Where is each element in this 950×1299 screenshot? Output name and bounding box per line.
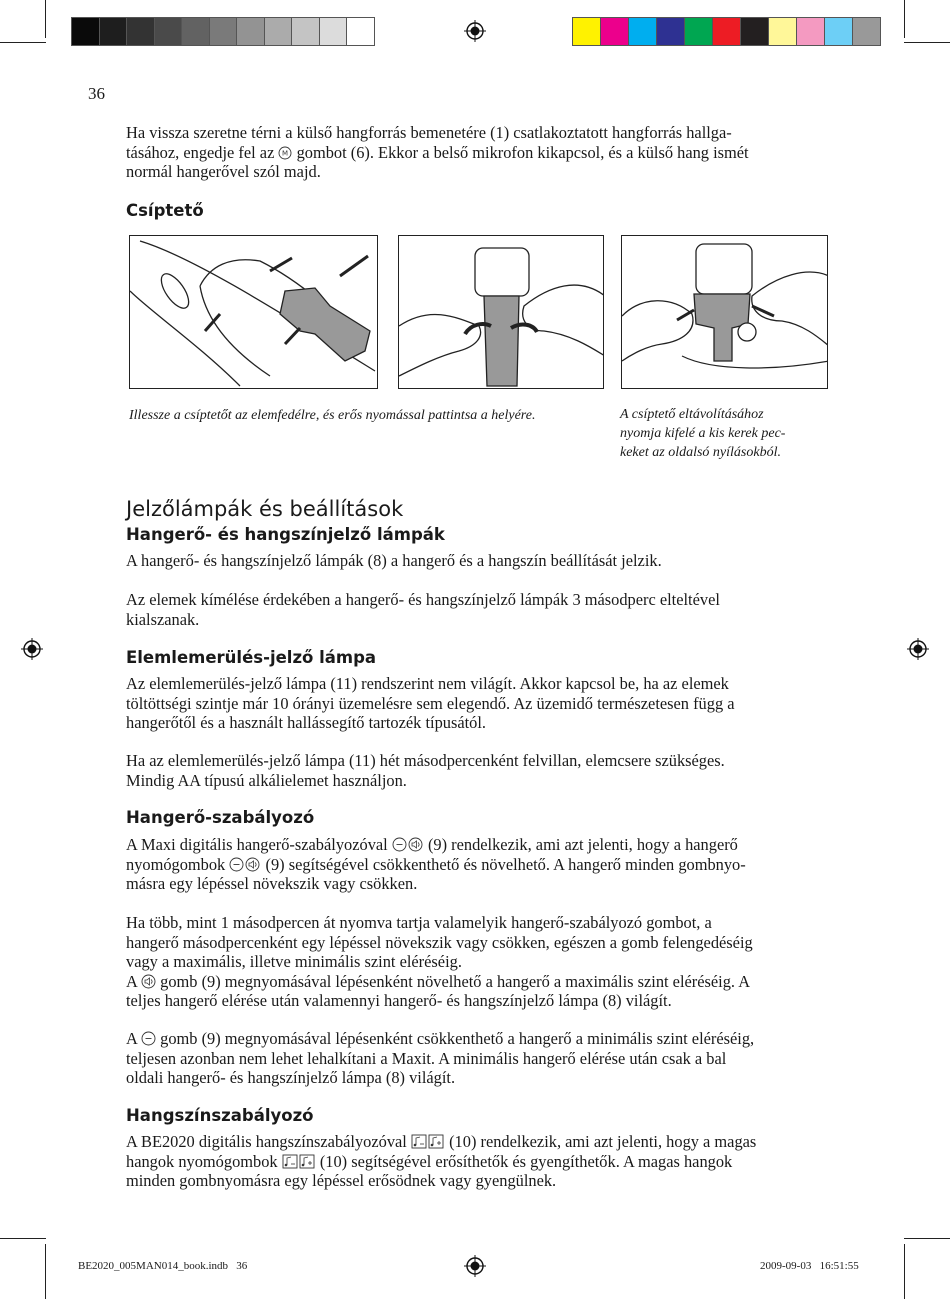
indicators-heading: Jelzőlámpák és beállítások: [126, 497, 404, 521]
clip-heading: Csíptető: [126, 201, 204, 220]
text-fragment: hangok nyomógombok: [126, 1151, 278, 1171]
calibration-swatch: [236, 17, 265, 46]
crop-mark: [904, 1238, 950, 1239]
text-fragment: gombot (6). Ekkor a belső mikrofon kikapcsol, és a külső hang ismét: [296, 142, 749, 162]
calibration-swatch: [209, 17, 238, 46]
clip-remove-illustration: [621, 235, 828, 389]
crop-mark: [904, 0, 905, 38]
text-line: teljesen azonban nem lehet lehalkítani a Maxit. A minimális hangerő elérése után csak a bal: [126, 1048, 727, 1068]
text-line: Ha vissza szeretne térni a külső hangforrás bemenetére (1) csatlakoztatott hangforrás hallga-: [126, 123, 732, 142]
text-line: [126, 855, 820, 875]
calibration-swatch: [600, 17, 629, 46]
figure-caption-attach: Illessze a csíptetőt az elemfedélre, és erős nyomással pattintsa a helyére.: [129, 408, 536, 423]
tone-buttons-icon: [411, 1134, 445, 1149]
text-line: [126, 1029, 820, 1049]
text-line: hangerő másodpercenként egy lépéssel növekszik vagy csökken, egészen a gomb felengedéséig: [126, 932, 753, 952]
calibration-swatch: [656, 17, 685, 46]
crop-mark: [904, 42, 950, 43]
text-fragment: A BE2020 digitális hangszínszabályozóval: [126, 1132, 407, 1151]
calibration-swatch: [291, 17, 320, 46]
text-fragment: tásához, engedje fel az: [126, 142, 275, 162]
text-fragment: A: [126, 1029, 137, 1048]
page-number: 36: [88, 84, 105, 103]
volume-control-paragraph-2: [126, 913, 820, 1011]
intro-paragraph: [126, 123, 820, 182]
text-line: Ha az elemlemerülés-jelző lámpa (11) hét másodpercenként felvillan, elemcsere szükséges.: [126, 751, 725, 770]
text-line: Az elemlemerülés-jelző lámpa (11) rendszerint nem világít. Akkor kapcsol be, ha az elemek: [126, 674, 729, 693]
text-line: hangerőtől és a használt hallássegítő tartozék típusától.: [126, 713, 487, 733]
text-line: [126, 835, 820, 855]
text-line: [126, 972, 820, 992]
crop-mark: [45, 1244, 46, 1299]
calibration-swatch: [740, 17, 769, 46]
volume-tone-paragraph-2: [126, 590, 820, 629]
text-line: [126, 143, 820, 163]
calibration-swatch: [684, 17, 713, 46]
battery-paragraph-2: [126, 751, 820, 790]
text-fragment: (9) segítségével csökkenthető és növelhető. A hangerő minden gombnyo-: [265, 854, 746, 874]
text-line: teljes hangerő elérése után valamennyi hangerő- és hangszínjelző lámpa (8) világít.: [126, 991, 672, 1011]
volume-control-paragraph-1: [126, 835, 820, 894]
calibration-swatch: [126, 17, 155, 46]
text-line: A hangerő- és hangszínjelző lámpák (8) a hangerő és a hangszín beállítását jelzik.: [126, 551, 662, 570]
text-line: Az elemek kímélése érdekében a hangerő- és hangszínjelző lámpák 3 másodperc elteltével: [126, 590, 720, 609]
text-line: oldali hangerő- és hangszínjelző lámpa (8) világít.: [126, 1068, 456, 1088]
calibration-swatch: [712, 17, 741, 46]
calibration-swatch: [346, 17, 375, 46]
volume-tone-heading: Hangerő- és hangszínjelző lámpák: [126, 525, 445, 544]
clip-attach-illustration: [129, 235, 378, 389]
volume-control-paragraph-3: [126, 1029, 820, 1088]
calibration-swatch: [71, 17, 100, 46]
registration-mark-icon: [21, 638, 43, 660]
text-line: minden gombnyomásra egy lépéssel erősödnek vagy gyengülnek.: [126, 1171, 557, 1191]
battery-paragraph-1: [126, 674, 820, 733]
calibration-swatch: [852, 17, 881, 46]
crop-mark: [45, 0, 46, 38]
calibration-swatch: [181, 17, 210, 46]
caption-line: A csíptető eltávolításához: [620, 407, 764, 422]
footer-timestamp: 2009-09-03 16:51:55: [760, 1260, 859, 1272]
volume-control-heading: Hangerő-szabályozó: [126, 808, 315, 827]
footer-filename: BE2020_005MAN014_book.indb 36: [78, 1260, 248, 1272]
tone-buttons-icon: [282, 1154, 316, 1169]
tone-control-heading: Hangszínszabályozó: [126, 1106, 314, 1125]
text-line: [126, 1152, 820, 1172]
caption-line: nyomja kifelé a kis kerek pec-: [620, 426, 786, 441]
text-line: Mindig AA típusú alkálielemet használjon.: [126, 770, 407, 790]
text-line: másra egy lépéssel növekszik vagy csökken.: [126, 874, 418, 894]
calibration-swatch: [768, 17, 797, 46]
clip-hold-illustration: [398, 235, 604, 389]
minus-button-icon: [141, 1031, 156, 1046]
text-line: kialszanak.: [126, 609, 200, 629]
text-line: [126, 1132, 820, 1152]
registration-mark-icon: [907, 638, 929, 660]
calibration-swatch: [824, 17, 853, 46]
calibration-swatch: [796, 17, 825, 46]
crop-mark: [904, 1244, 905, 1299]
m-button-icon: [278, 146, 292, 160]
svg-text:M: M: [282, 149, 289, 158]
text-line: töltöttségi szintje már 10 órányi üzemelésre sem elegendő. Az üzemidő természetesen függ a: [126, 693, 735, 713]
figure-caption-remove: [620, 405, 825, 462]
text-fragment: (9) rendelkezik, ami azt jelenti, hogy a hangerő: [427, 835, 738, 854]
text-fragment: A: [126, 971, 137, 991]
volume-tone-paragraph-1: [126, 551, 820, 571]
text-fragment: A Maxi digitális hangerő-szabályozóval: [126, 835, 388, 854]
registration-mark-icon: [464, 20, 486, 42]
crop-mark: [0, 42, 46, 43]
volume-buttons-icon: [229, 857, 261, 872]
text-fragment: nyomógombok: [126, 854, 226, 874]
volume-buttons-icon: [392, 837, 424, 852]
text-fragment: gomb (9) megnyomásával lépésenként növelhető a hangerő a maximális szint eléréséig. A: [160, 971, 751, 991]
calibration-swatch: [154, 17, 183, 46]
calibration-swatch: [264, 17, 293, 46]
battery-heading: Elemlemerülés-jelző lámpa: [126, 648, 377, 667]
registration-mark-icon: [464, 1255, 486, 1277]
calibration-swatch: [99, 17, 128, 46]
text-line: Ha több, mint 1 másodpercen át nyomva tartja valamelyik hangerő-szabályozó gombot, a: [126, 913, 712, 932]
text-line: normál hangerővel szól majd.: [126, 162, 321, 182]
calibration-swatch: [319, 17, 348, 46]
speaker-plus-button-icon: [141, 974, 156, 989]
text-line: vagy a maximális, illetve minimális szint eléréséig.: [126, 952, 462, 972]
text-fragment: gomb (9) megnyomásával lépésenként csökkenthető a hangerő a minimális szint eléréséig,: [160, 1029, 755, 1048]
tone-control-paragraph: [126, 1132, 820, 1191]
calibration-swatch: [628, 17, 657, 46]
text-fragment: (10) segítségével erősíthetők és gyengíthetők. A magas hangok: [319, 1151, 733, 1171]
caption-line: keket az oldalsó nyílásokból.: [620, 445, 781, 460]
crop-mark: [0, 1238, 46, 1239]
text-fragment: (10) rendelkezik, ami azt jelenti, hogy a magas: [449, 1132, 757, 1151]
calibration-swatch: [572, 17, 601, 46]
